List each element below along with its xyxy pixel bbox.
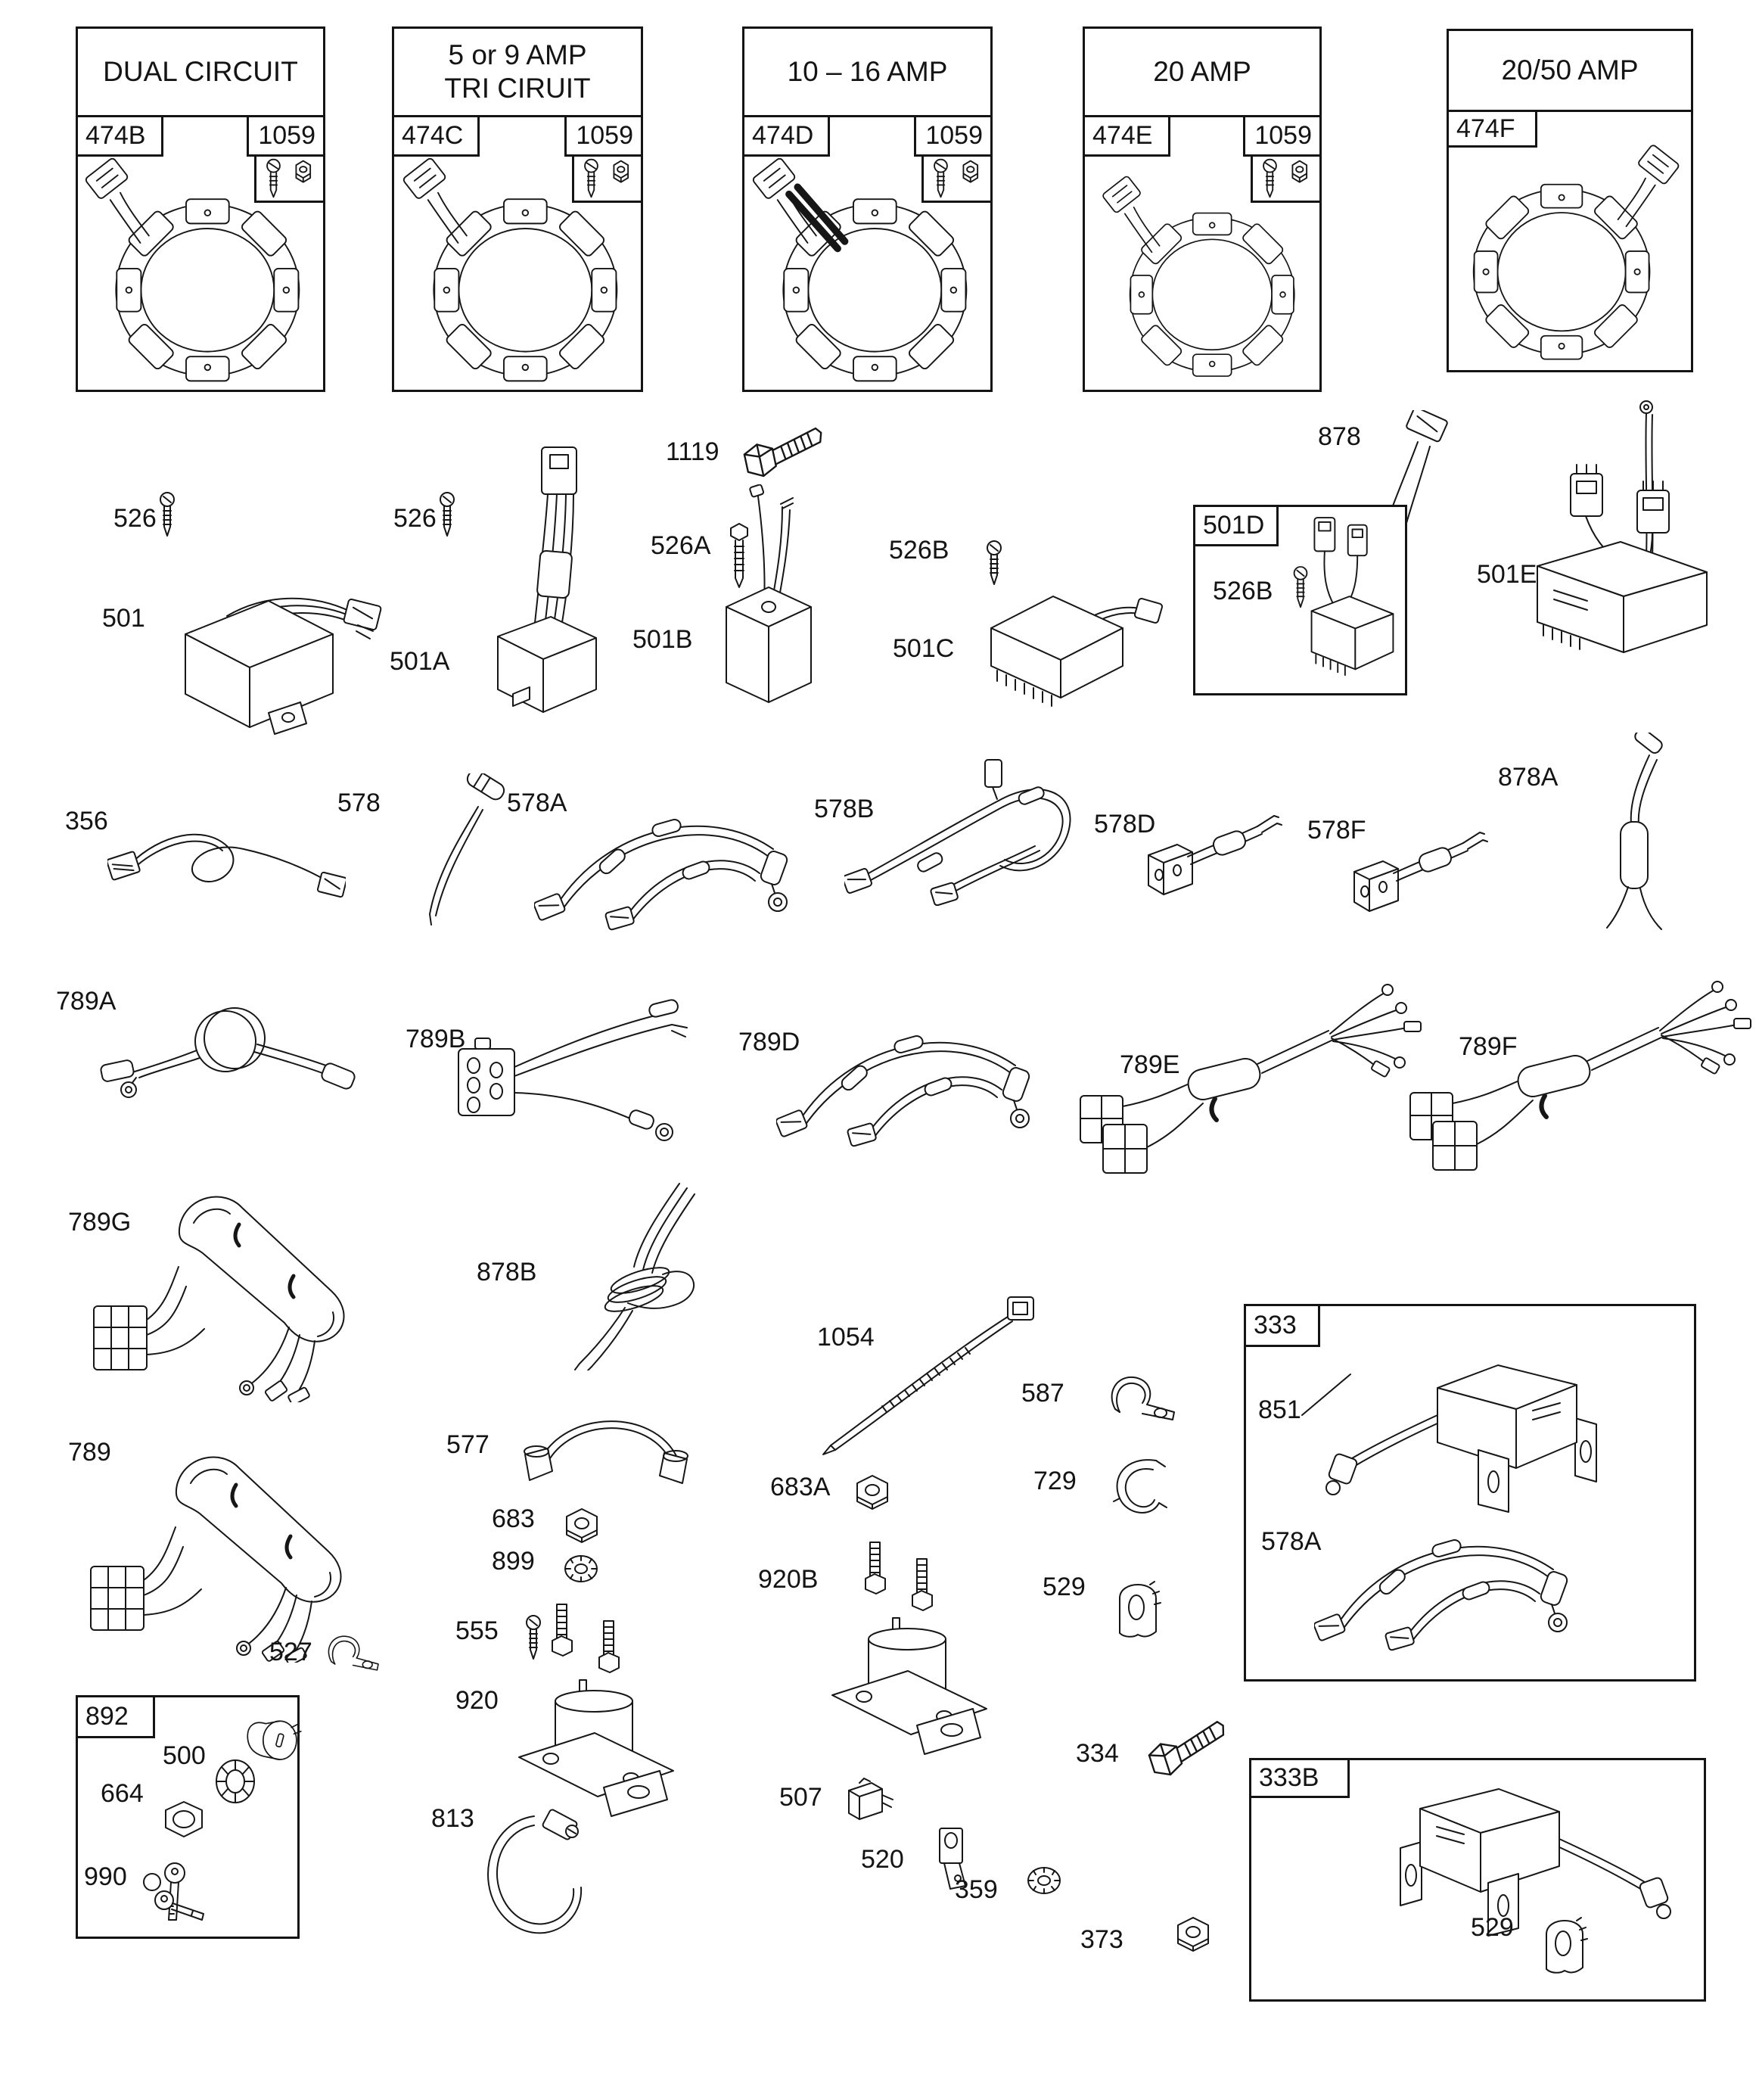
part-label: 526	[393, 504, 437, 533]
wire-drawing	[107, 820, 346, 907]
nut-drawing	[1174, 1916, 1212, 1952]
panel-20-50-amp	[1447, 29, 1693, 372]
part-label: 507	[779, 1783, 822, 1812]
regulator-drawing	[981, 586, 1166, 707]
grommet-drawing	[1111, 1573, 1165, 1639]
part-label: 526B	[889, 536, 949, 565]
panel-10-16-amp	[742, 26, 993, 392]
part-label: 789D	[738, 1028, 800, 1056]
cable-drawing	[1142, 796, 1297, 898]
panel-title-line: TRI CIRUIT	[444, 73, 591, 104]
part-label: 356	[65, 807, 108, 835]
part-label: 500	[163, 1741, 206, 1770]
wire-drawing	[567, 1178, 723, 1370]
part-label: 526B	[1213, 577, 1273, 605]
part-label: 1054	[817, 1323, 875, 1352]
grommet-drawing	[1537, 1909, 1592, 1975]
part-label: 501E	[1477, 560, 1537, 589]
part-number: 474F	[1456, 114, 1515, 143]
solenoid-drawing	[511, 1595, 682, 1818]
part-label: 578A	[1261, 1527, 1322, 1556]
inset-label-box	[76, 1695, 155, 1738]
part-label: 664	[101, 1779, 144, 1808]
harness-drawing	[844, 758, 1090, 906]
inset-box-333B	[1249, 1758, 1706, 2002]
part-number: 474B	[85, 121, 146, 150]
harness-drawing	[1314, 1512, 1583, 1652]
part-label: 729	[1033, 1467, 1077, 1495]
part-label: 501	[102, 604, 145, 633]
hex-bolt-drawing	[738, 422, 828, 487]
screw-drawing	[983, 540, 1005, 587]
panel-title	[1449, 31, 1691, 112]
part-label: 851	[1258, 1395, 1301, 1424]
hardware-number: 1059	[258, 121, 315, 150]
regulator-drawing	[710, 484, 827, 715]
stator-drawing	[399, 150, 635, 386]
part-label: 501C	[893, 634, 955, 663]
inset-label-box	[1244, 1304, 1320, 1347]
part-label: 878	[1318, 422, 1361, 451]
panel-dual-circuit	[76, 26, 325, 392]
stator-drawing	[81, 150, 317, 386]
panel-title	[744, 29, 990, 117]
part-label: 789E	[1120, 1050, 1180, 1079]
part-label: 529	[1471, 1913, 1514, 1942]
inset-label: 892	[85, 1702, 129, 1731]
panel-title-line: 20/50 AMP	[1501, 54, 1639, 86]
part-label: 526A	[651, 531, 711, 560]
part-label: 789G	[68, 1208, 132, 1237]
panel-title	[1085, 29, 1319, 117]
harness-drawing	[1077, 978, 1422, 1186]
cable-tie-drawing	[817, 1290, 1048, 1460]
hardware-number-box	[1243, 115, 1322, 157]
plug-wire-drawing	[511, 1395, 704, 1490]
part-label: 683A	[770, 1473, 831, 1501]
harness-drawing	[1407, 975, 1751, 1183]
wire-drawing	[1586, 733, 1688, 931]
harness-drawing	[776, 1008, 1045, 1148]
part-label: 920B	[758, 1565, 819, 1594]
harness-drawing	[91, 1179, 412, 1402]
part-label: 578A	[507, 789, 567, 817]
hardware-number: 1059	[576, 121, 633, 150]
part-label: 990	[84, 1862, 127, 1891]
part-number-box	[1083, 115, 1170, 157]
panel-title-line: 5 or 9 AMP	[448, 39, 587, 71]
solenoid-drawing	[825, 1533, 995, 1756]
panel-20-amp	[1083, 26, 1322, 392]
switch-drawing	[843, 1777, 897, 1824]
part-label: 789B	[406, 1025, 466, 1053]
screw-drawing	[436, 492, 458, 539]
clamp-drawing	[1100, 1370, 1182, 1424]
panel-title	[394, 29, 641, 117]
stator-drawing	[1453, 137, 1686, 364]
part-label: 501B	[632, 625, 693, 654]
part-label: 789F	[1459, 1032, 1518, 1061]
part-label: 334	[1076, 1739, 1119, 1768]
part-label: 578D	[1094, 810, 1156, 838]
part-label: 683	[492, 1504, 535, 1533]
hose-clamp-drawing	[478, 1809, 590, 1943]
part-label: 578B	[814, 795, 875, 823]
nut-drawing	[163, 1800, 205, 1838]
panel-title-line: DUAL CIRCUIT	[103, 56, 298, 88]
part-label: 789A	[56, 987, 117, 1016]
part-label: 529	[1043, 1573, 1086, 1601]
ignition-switch-drawing	[240, 1710, 302, 1769]
regulator-drawing	[469, 444, 609, 720]
inset-label: 333	[1254, 1311, 1297, 1339]
inset-box-892	[76, 1695, 300, 1939]
regulator-drawing	[155, 549, 386, 735]
hex-bolt-drawing	[1142, 1719, 1233, 1784]
harness-drawing	[534, 792, 803, 932]
part-number: 474C	[402, 121, 464, 150]
part-label: 578F	[1307, 816, 1366, 845]
stator-drawing	[1099, 169, 1310, 381]
keys-drawing	[138, 1853, 208, 1930]
part-label: 555	[455, 1616, 499, 1645]
regulator-drawing	[1303, 516, 1401, 680]
part-label: 920	[455, 1686, 499, 1715]
ignition-coil-drawing	[1322, 1353, 1666, 1516]
stator-drawing	[748, 150, 984, 386]
washer-drawing	[563, 1553, 599, 1585]
washer-drawing	[1026, 1865, 1062, 1896]
regulator-drawing	[1531, 400, 1713, 661]
harness-drawing	[97, 996, 358, 1098]
part-label: 587	[1021, 1379, 1064, 1408]
inset-label-box	[1193, 505, 1279, 546]
part-label: 878B	[477, 1258, 537, 1286]
panel-title-line: 20 AMP	[1153, 56, 1251, 88]
wire-drawing	[398, 773, 515, 929]
part-label: 501A	[390, 647, 450, 676]
panel-title-line: 10 – 16 AMP	[787, 56, 948, 88]
part-label: 899	[492, 1547, 535, 1576]
part-label: 520	[861, 1845, 904, 1874]
part-label: 878A	[1498, 763, 1559, 792]
part-label: 373	[1080, 1925, 1123, 1954]
part-label: 527	[269, 1638, 312, 1666]
inset-label: 333B	[1259, 1763, 1319, 1792]
screw-drawing	[156, 492, 179, 539]
hardware-number: 1059	[925, 121, 983, 150]
harness-drawing	[455, 997, 694, 1145]
clip-drawing	[1108, 1454, 1170, 1524]
part-label: 1119	[666, 437, 719, 466]
nut-drawing	[853, 1474, 891, 1510]
harness-drawing	[88, 1439, 409, 1663]
hardware-number: 1059	[1254, 121, 1312, 150]
panel-tri-circuit	[392, 26, 643, 392]
part-number: 474D	[752, 121, 814, 150]
part-label: 359	[955, 1875, 998, 1904]
part-label: 578	[337, 789, 381, 817]
nut-drawing	[563, 1507, 601, 1544]
part-label: 789	[68, 1438, 111, 1467]
panel-title	[78, 29, 323, 117]
part-label: 526	[113, 504, 157, 533]
part-number: 474E	[1092, 121, 1153, 150]
inset-box-333	[1244, 1304, 1696, 1682]
part-label: 577	[446, 1430, 489, 1459]
clamp-drawing	[319, 1630, 384, 1674]
part-label: 813	[431, 1804, 474, 1833]
inset-label: 501D	[1203, 511, 1265, 540]
inset-box-501D	[1193, 505, 1407, 695]
cable-drawing	[1348, 813, 1503, 915]
